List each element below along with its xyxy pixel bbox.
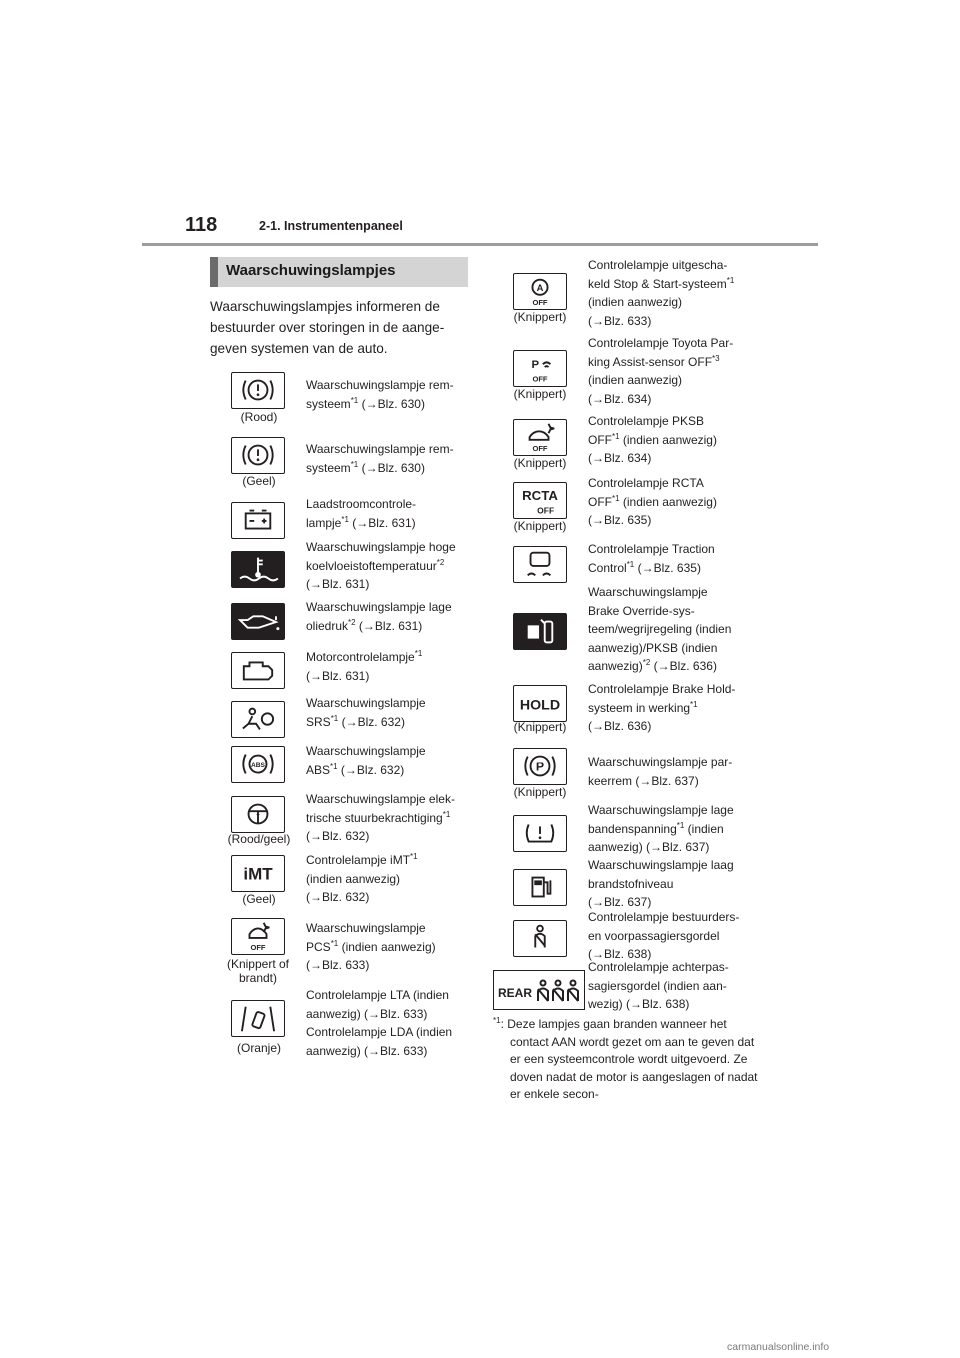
coolant-temperature-icon	[231, 551, 285, 588]
stop-start-off-icon	[513, 273, 567, 310]
section-intro: Waarschuwingslampjes informeren de bestuurder over storingen in de aange- geven systemen van de auto.	[210, 299, 445, 356]
seatbelt-icon	[513, 920, 567, 957]
brake-warning-icon	[231, 372, 285, 409]
fuel-level-icon	[513, 869, 567, 906]
left-icon-caption: (Rood)	[240, 410, 278, 424]
pcs-off-icon	[231, 918, 285, 955]
right-warning-description: Controlelampje RCTA OFF$^{*1}$ (indien aanwezig) (→Blz. 635)	[588, 476, 717, 527]
page-number: 118	[185, 214, 218, 236]
oil-pressure-icon	[231, 603, 285, 640]
left-icon-caption: (Oranje)	[236, 1041, 281, 1055]
svg-text:A: A	[536, 283, 544, 295]
right-warning-description: Controlelampje Toyota Par- king Assist-sensor OFF$^{*3}$ (indien aanwezig) (→Blz. 634)	[588, 336, 734, 406]
left-warning-description: Waarschuwingslampje hoge koelvloeistoftemperatuur$^{*2}$ (→Blz. 631)	[306, 540, 456, 591]
left-warning-description: Waarschuwingslampje rem- systeem$^{*1}$ (→Blz. 630)	[306, 378, 454, 411]
rear-seatbelt-icon	[493, 970, 585, 1010]
left-warning-description: Waarschuwingslampje lage oliedruk$^{*2}$ (→Blz. 631)	[306, 600, 452, 633]
svg-text:RCTA: RCTA	[522, 488, 558, 504]
left-warning-description: Waarschuwingslampje rem- systeem$^{*1}$ (→Blz. 630)	[306, 442, 454, 475]
right-icon-caption: (Knippert)	[513, 720, 567, 734]
engine-check-icon	[231, 652, 285, 689]
chapter-title: 2-1. Instrumentenpaneel	[259, 219, 403, 233]
footnote	[493, 1016, 759, 1104]
svg-text:REAR: REAR	[498, 986, 533, 1000]
svg-text:OFF: OFF	[532, 374, 548, 384]
battery-icon	[231, 502, 285, 539]
right-warning-description: Waarschuwingslampje lage bandenspanning$^{*1}$ (indien aanwezig) (→Blz. 637)	[588, 803, 734, 854]
right-icon-caption: (Knippert)	[513, 519, 567, 533]
left-warning-description: Motorcontrolelampje$^{*1}$ (→Blz. 631)	[306, 649, 423, 683]
tire-pressure-icon	[513, 815, 567, 852]
right-warning-description: Waarschuwingslampje laag brandstofniveau (→Blz. 637)	[588, 858, 734, 909]
svg-text:iMT: iMT	[243, 864, 273, 884]
right-warning-description: Controlelampje PKSB OFF$^{*1}$ (indien aanwezig) (→Blz. 634)	[588, 414, 717, 465]
left-icon-caption: (Geel)	[242, 474, 276, 488]
brake-hold-icon	[513, 685, 567, 722]
left-warning-description: Waarschuwingslampje elek- trische stuurbekrachtiging$^{*1}$ (→Blz. 632)	[306, 792, 455, 843]
right-warning-description: Controlelampje Brake Hold- systeem in werking$^{*1}$ (→Blz. 636)	[588, 682, 736, 733]
svg-text:OFF: OFF	[250, 943, 266, 953]
parking-brake-icon	[513, 748, 567, 785]
svg-text:P: P	[531, 359, 540, 372]
footnote-text: : Deze lampjes gaan branden wanneer het contact AAN wordt gezet om aan te geven dat er een systeemcontrole wordt uitgevoerd. Ze doven nadat de motor is aangeslagen of nadat er enkele secon-	[500, 1017, 758, 1101]
section-title: Waarschuwingslampjes	[226, 262, 396, 279]
rcta-off-icon	[513, 482, 567, 519]
svg-text:P: P	[535, 759, 545, 774]
left-warning-description: Controlelampje LTA (indien aanwezig) (→Blz. 633) Controlelampje LDA (indien aanwezig) (→Blz. 633)	[306, 988, 453, 1058]
right-icon-caption: (Knippert)	[513, 387, 567, 401]
traction-control-icon	[513, 546, 567, 583]
svg-text:OFF: OFF	[537, 505, 555, 516]
svg-text:ABS: ABS	[251, 761, 265, 769]
footnote-mark: *1	[493, 1016, 501, 1025]
srs-airbag-icon	[231, 701, 285, 738]
right-warning-description: Controlelampje achterpas- sagiersgordel (indien aan- wezig) (→Blz. 638)	[588, 960, 729, 1011]
lane-assist-icon	[231, 1000, 285, 1037]
section-heading	[210, 257, 468, 287]
left-warning-description: Controlelampje iMT$^{*1}$ (indien aanwezig) (→Blz. 632)	[306, 852, 418, 904]
right-icon-caption: (Knippert)	[513, 456, 567, 470]
header-rule	[142, 243, 818, 246]
svg-text:OFF: OFF	[532, 444, 548, 454]
power-steering-icon	[231, 796, 285, 833]
left-warning-description: Waarschuwingslampje SRS$^{*1}$ (→Blz. 632)	[306, 696, 426, 729]
brake-override-icon	[513, 613, 567, 650]
left-icon-caption: (Rood/geel)	[227, 832, 291, 846]
left-warning-description: Laadstroomcontrole- lampje$^{*1}$ (→Blz. 631)	[306, 497, 417, 530]
right-warning-description: Controlelampje uitgescha- keld Stop & Start-systeem$^{*1}$ (indien aanwezig) (→Blz. 633)	[588, 258, 735, 328]
right-icon-caption: (Knippert)	[513, 310, 567, 324]
left-warning-description: Waarschuwingslampje PCS$^{*1}$ (indien aanwezig) (→Blz. 633)	[306, 921, 436, 972]
right-warning-description: Waarschuwingslampje par- keerrem (→Blz. 637)	[588, 755, 733, 788]
svg-text:OFF: OFF	[532, 298, 548, 308]
abs-icon	[231, 746, 285, 783]
svg-text:HOLD: HOLD	[519, 697, 561, 714]
watermark: carmanualsonline.info	[727, 1341, 830, 1353]
imt-icon	[231, 855, 285, 892]
left-icon-caption: (Geel)	[242, 892, 276, 906]
right-icon-caption: (Knippert)	[513, 785, 567, 799]
brake-warning-icon	[231, 437, 285, 474]
right-warning-description: Controlelampje Traction Control$^{*1}$ (→Blz. 635)	[588, 542, 715, 575]
left-warning-description: Waarschuwingslampje ABS$^{*1}$ (→Blz. 632)	[306, 744, 426, 777]
pksb-off-icon	[513, 419, 567, 456]
right-warning-description: Controlelampje bestuurders- en voorpassagiersgordel (→Blz. 638)	[588, 910, 740, 961]
left-icon-caption: (Knippert of brandt)	[226, 957, 290, 985]
right-warning-description: Waarschuwingslampje Brake Override-sys- teem/wegrijregeling (indien aanwezig)/PKSB (indien aanwezig)$^{*2}$ (→Blz. 636)	[588, 585, 732, 673]
parking-assist-off-icon	[513, 350, 567, 387]
